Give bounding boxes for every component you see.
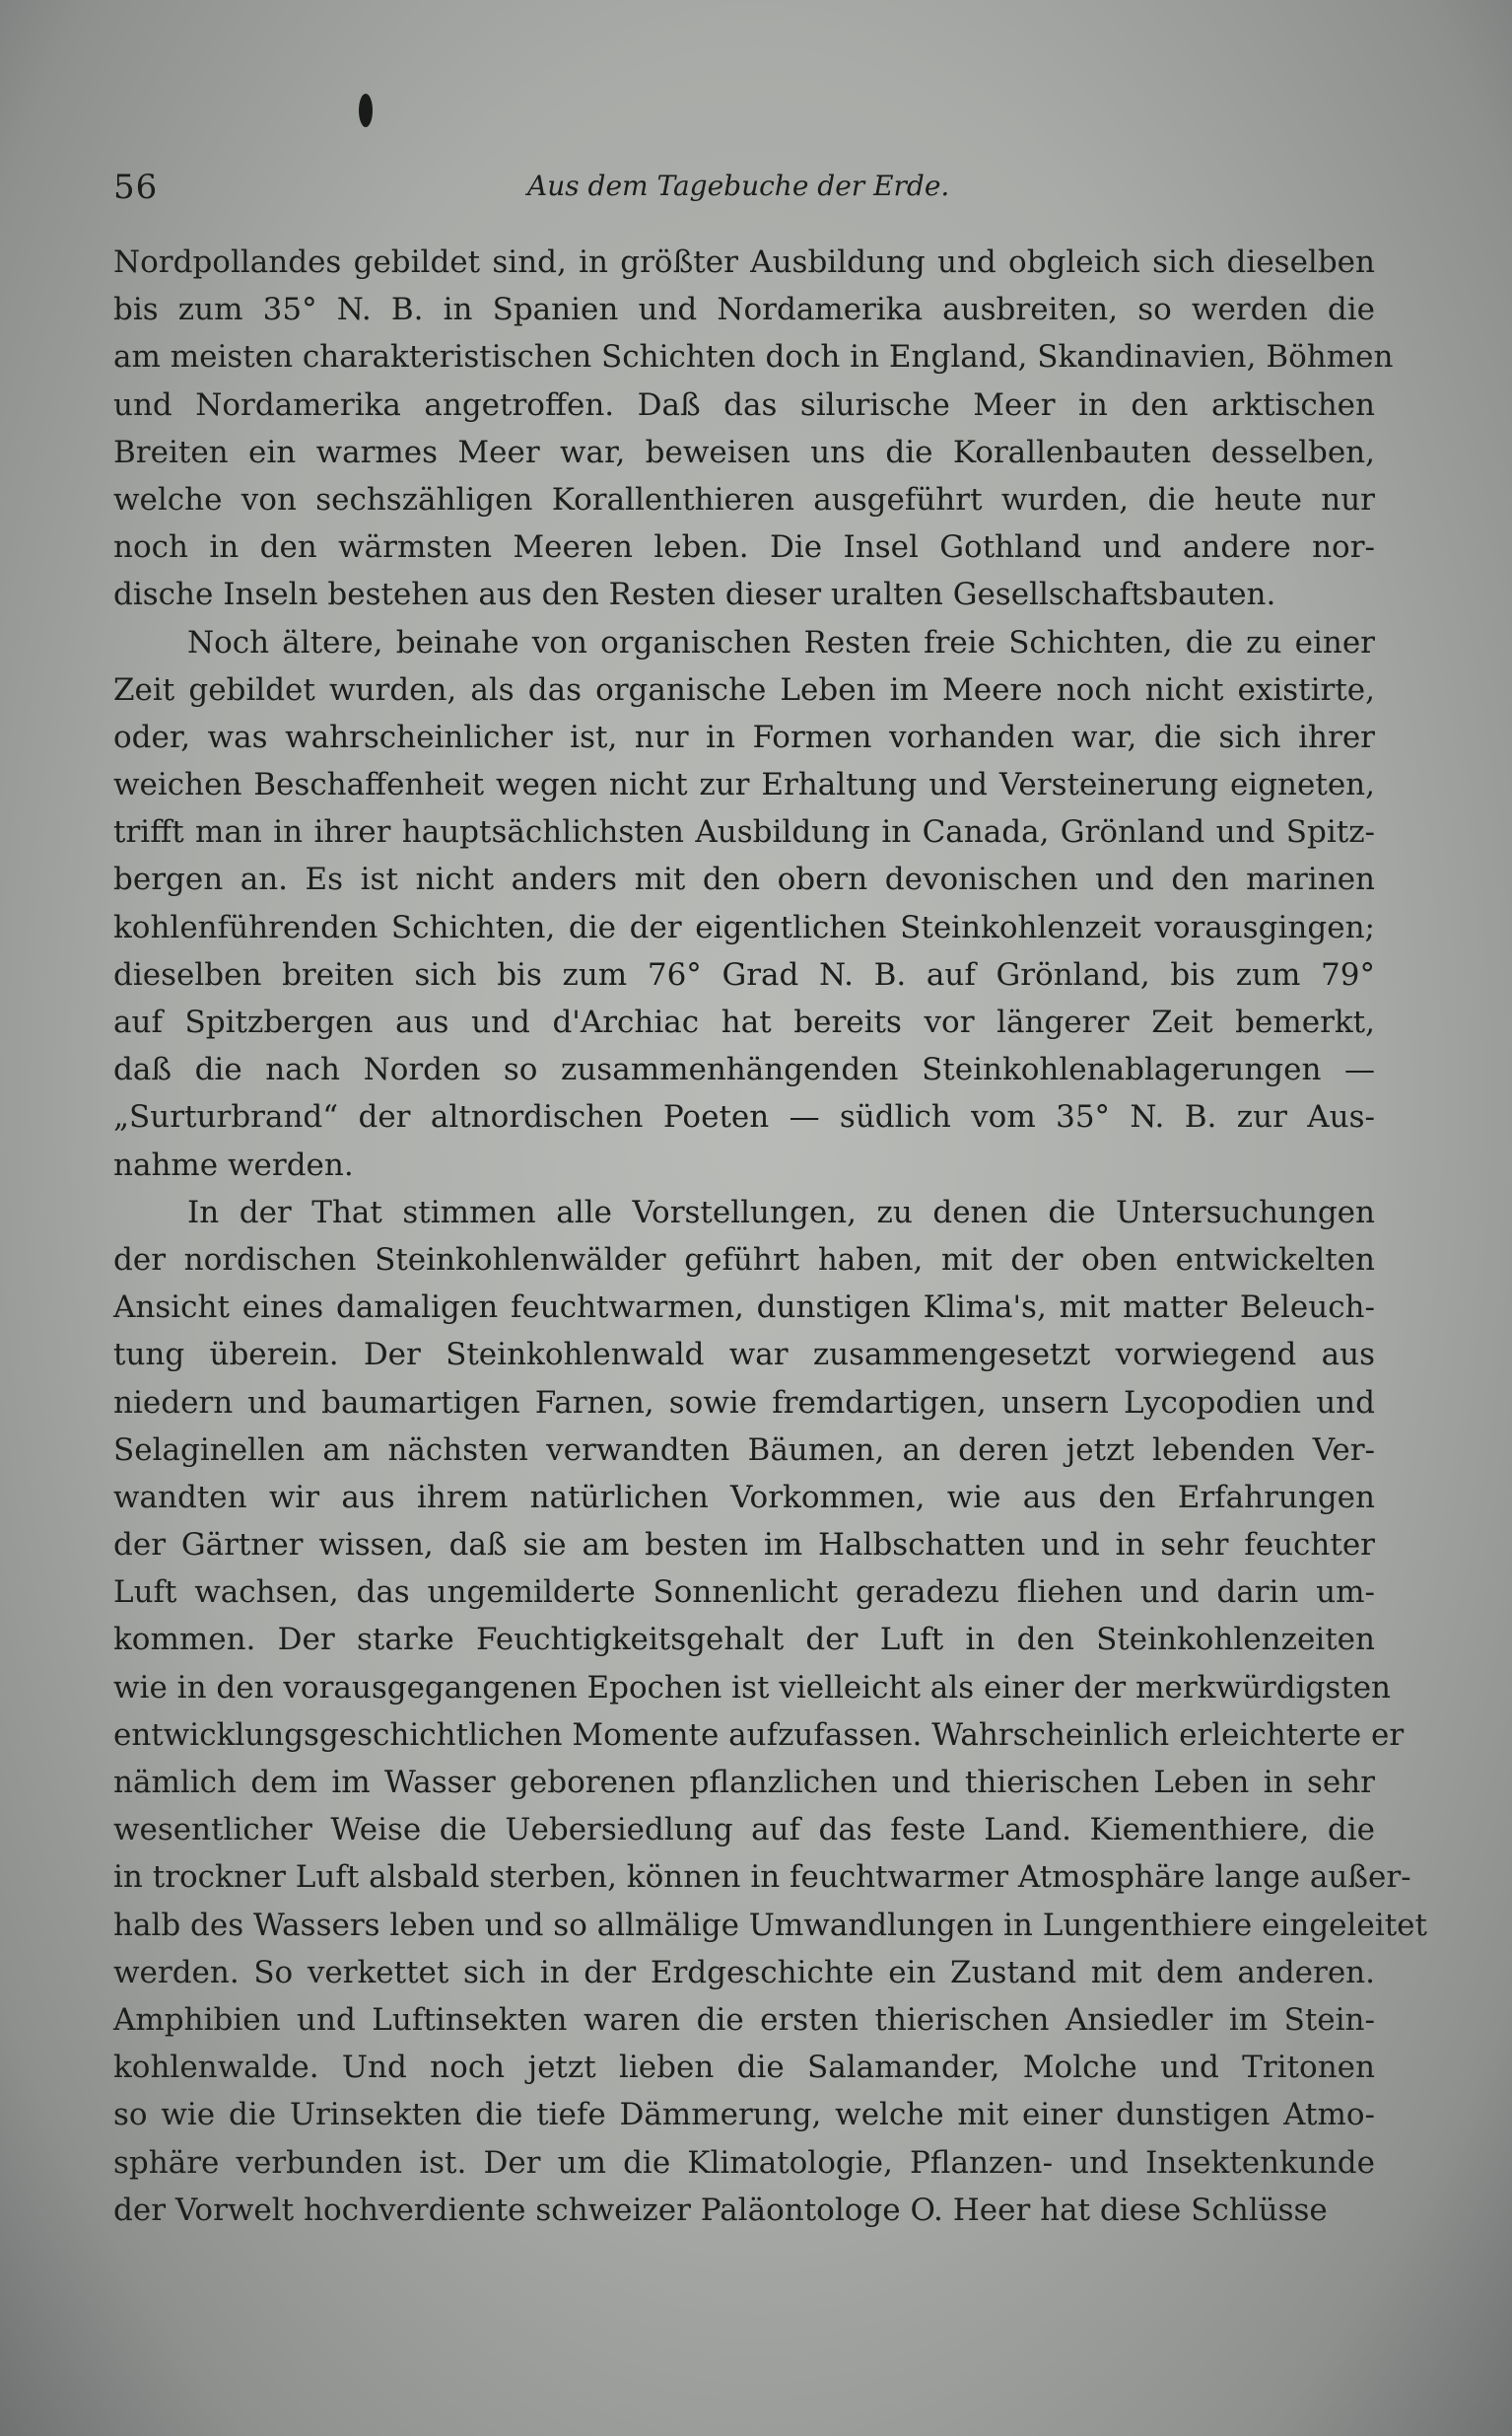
- body-text: [113, 239, 1427, 2234]
- text-line: in trockner Luft alsbald sterben, können in feuchtwarmer Atmosphäre lange außer-: [113, 1859, 1411, 1896]
- text-line: In der That stimmen alle Vorstellungen, zu denen die Untersuchungen: [187, 1194, 1375, 1230]
- text-line: Zeit gebildet wurden, als das organische Leben im Meere noch nicht existirte,: [113, 671, 1375, 708]
- text-line: Luft wachsen, das ungemilderte Sonnenlicht geradezu fliehen und darin um-: [113, 1574, 1375, 1611]
- text-line: Noch ältere, beinahe von organischen Resten freie Schichten, die zu einer: [187, 624, 1375, 661]
- text-line: der Gärtner wissen, daß sie am besten im Halbschatten und in sehr feuchter: [113, 1527, 1375, 1564]
- text-line: der Vorwelt hochverdiente schweizer Paläontologe O. Heer hat diese Schlüsse: [113, 2192, 1328, 2228]
- text-line: bergen an. Es ist nicht anders mit den obern devonischen und den marinen: [113, 862, 1375, 898]
- page-number: 56: [113, 168, 159, 207]
- text-line: am meisten charakteristischen Schichten doch in England, Skandinavien, Böhmen: [113, 339, 1394, 376]
- text-line: dieselben breiten sich bis zum 76° Grad N. B. auf Grönland, bis zum 79°: [113, 956, 1375, 993]
- text-line: „Surturbrand“ der altnordischen Poeten — südlich vom 35° N. B. zur Aus-: [113, 1099, 1375, 1136]
- running-title: Aus dem Tagebuche der Erde.: [527, 170, 950, 202]
- text-line: dische Inseln bestehen aus den Resten dieser uralten Gesellschaftsbauten.: [113, 577, 1276, 613]
- text-line: welche von sechszähligen Korallenthieren ausgeführt wurden, die heute nur: [113, 481, 1375, 518]
- text-line: weichen Beschaffenheit wegen nicht zur Erhaltung und Versteinerung eigneten,: [113, 767, 1375, 803]
- text-line: entwicklungsgeschichtlichen Momente aufzufassen. Wahrscheinlich erleichterte er: [113, 1716, 1405, 1753]
- text-line: Amphibien und Luftinsekten waren die ersten thierischen Ansiedler im Stein-: [113, 2001, 1375, 2038]
- ink-blot: [359, 94, 373, 127]
- text-line: und Nordamerika angetroffen. Daß das silurische Meer in den arktischen: [113, 386, 1375, 423]
- text-line: bis zum 35° N. B. in Spanien und Nordamerika ausbreiten, so werden die: [113, 292, 1375, 328]
- text-line: auf Spitzbergen aus und d'Archiac hat bereits vor längerer Zeit bemerkt,: [113, 1005, 1375, 1040]
- page-header: [113, 168, 1395, 217]
- text-line: Ansicht eines damaligen feuchtwarmen, dunstigen Klima's, mit matter Beleuch-: [113, 1289, 1375, 1326]
- text-line: kommen. Der starke Feuchtigkeitsgehalt der Luft in den Steinkohlenzeiten: [113, 1622, 1375, 1658]
- text-line: Nordpollandes gebildet sind, in größter Ausbildung und obgleich sich dieselben: [113, 244, 1375, 280]
- text-line: niedern und baumartigen Farnen, sowie fremdartigen, unsern Lycopodien und: [113, 1384, 1375, 1421]
- text-line: der nordischen Steinkohlenwälder geführt haben, mit der oben entwickelten: [113, 1241, 1375, 1278]
- text-line: Breiten ein warmes Meer war, beweisen uns die Korallenbauten desselben,: [113, 434, 1375, 470]
- text-line: halb des Wassers leben und so allmälige Umwandlungen in Lungenthiere eingeleitet: [113, 1907, 1427, 1943]
- text-line: kohlenführenden Schichten, die der eigentlichen Steinkohlenzeit vorausgingen;: [113, 909, 1375, 945]
- text-line: wandten wir aus ihrem natürlichen Vorkommen, wie aus den Erfahrungen: [113, 1479, 1375, 1515]
- text-line: oder, was wahrscheinlicher ist, nur in Formen vorhanden war, die sich ihrer: [113, 719, 1375, 755]
- text-line: Selaginellen am nächsten verwandten Bäumen, an deren jetzt lebenden Ver-: [113, 1431, 1375, 1468]
- text-line: wesentlicher Weise die Uebersiedlung auf das feste Land. Kiementhiere, die: [113, 1812, 1375, 1848]
- text-line: daß die nach Norden so zusammenhängenden Steinkohlenablagerungen —: [113, 1052, 1375, 1088]
- paragraph: [113, 239, 1394, 619]
- text-line: trifft man in ihrer hauptsächlichsten Ausbildung in Canada, Grönland und Spitz-: [113, 814, 1375, 851]
- text-line: werden. So verkettet sich in der Erdgeschichte ein Zustand mit dem anderen.: [113, 1954, 1375, 1990]
- text-line: nahme werden.: [113, 1147, 354, 1183]
- text-line: tung überein. Der Steinkohlenwald war zusammengesetzt vorwiegend aus: [113, 1337, 1375, 1373]
- text-line: so wie die Urinsekten die tiefe Dämmerung, welche mit einer dunstigen Atmo-: [113, 2097, 1375, 2133]
- text-line: wie in den vorausgegangenen Epochen ist vielleicht als einer der merkwürdigsten: [113, 1669, 1392, 1705]
- text-line: noch in den wärmsten Meeren leben. Die Insel Gothland und andere nor-: [113, 529, 1375, 566]
- paragraph: [113, 619, 1375, 1189]
- text-line: nämlich dem im Wasser geborenen pflanzlichen und thierischen Leben in sehr: [113, 1765, 1375, 1800]
- paragraph: [113, 1189, 1427, 2234]
- text-line: kohlenwalde. Und noch jetzt lieben die Salamander, Molche und Tritonen: [113, 2050, 1375, 2086]
- text-line: sphäre verbunden ist. Der um die Klimatologie, Pflanzen- und Insektenkunde: [113, 2144, 1375, 2181]
